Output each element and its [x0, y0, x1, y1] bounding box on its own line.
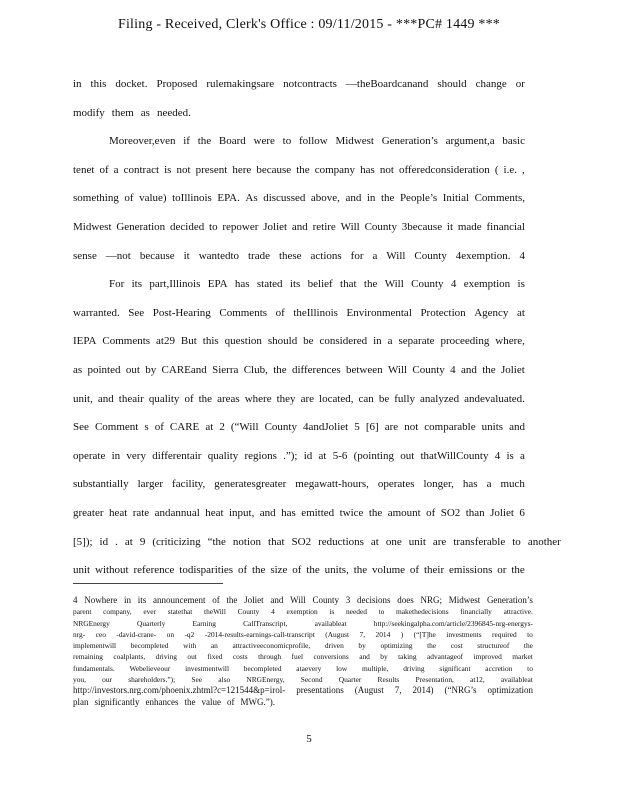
page-number: 5: [306, 733, 312, 745]
body-text-line: [5]); id . at 9 (criticizing “the notion that SO2 reductions at one unit are transferable to another: [73, 535, 561, 548]
footnote-line: 4 Nowhere in its announcement of the Joliet and Will County 3 decisions does NRG; Midwest Generation’s: [73, 595, 533, 605]
footnote-line: http://investors.nrg.com/phoenix.zhtml?c=121544&p=irol- presentations (August 7, 2014) (“NRG’s optimization: [73, 685, 533, 696]
body-text-line: operate in very differentair quality regions .”); id at 5-6 (pointing out thatWillCounty 4 is a: [73, 449, 525, 462]
footnote-line: plan significantly enhances the value of MWG.”).: [73, 696, 275, 707]
footnote-rule: [73, 583, 223, 584]
body-text-line: greater heat rate andannual heat input, and has emitted twice the amount of SO2 than Joliet 6: [73, 506, 525, 519]
body-text-line: Midwest Generation decided to repower Joliet and retire Will County 3because it made financial: [73, 220, 525, 233]
footnote: [73, 595, 533, 708]
footnote-line: nrg- ceo -david-crane- on -q2 -2014-results-earnings-call-transcript (August 7, 2014 ) (“[T]he investments required to: [73, 629, 533, 639]
body-text-line: IEPA Comments at29 But this question should be considered in a separate proceeding where,: [73, 335, 525, 348]
footnote-line: parent company, ever statethat theWill County 4 exemption is needed to makethedecisions financially attractive.: [73, 607, 533, 617]
footnote-line: remaining coalplants, driving out fixed costs through fuel conversions and by taking advantageof improved market: [73, 652, 533, 662]
body-text-line: For its part,Illinois EPA has stated its belief that the Will County 4 exemption is: [109, 278, 525, 291]
body-text-line: substantially larger facility, generatesgreater megawatt-hours, operates longer, has a much: [73, 478, 525, 491]
body-text-line: warranted. See Post-Hearing Comments of theIllinois Environmental Protection Agency at: [73, 306, 525, 319]
body-text-line: Moreover,even if the Board were to follow Midwest Generation’s argument,a basic: [109, 135, 525, 148]
filing-header: Filing - Received, Clerk's Office : 09/11/2015 - ***PC# 1449 ***: [117, 17, 500, 32]
body-text-line: unit, and theair quality of the areas where they are located, can be fully analyzed andevaluated.: [73, 392, 525, 405]
footnote-line: fundamentals. Webelieveour investmentwill becompleted ataevery low multiple, driving significant accretion to: [73, 663, 533, 673]
body-text-line: as pointed out by CAREand Sierra Club, the differences between Will County 4 and the Joliet: [73, 363, 525, 376]
body-text-line: something of value) toIllinois EPA. As discussed above, and in the People’s Initial Comments,: [73, 192, 525, 205]
body-text-line: sense —not because it wantedto trade these actions for a Will County 4exemption. 4: [73, 249, 525, 262]
body-text-line: See Comment s of CARE at 2 (“Will County 4andJoliet 5 [6] are not comparable units and: [73, 421, 525, 434]
body-text-line: unit without reference todisparities of the size of the units, the volume of their emissions or the: [73, 564, 525, 577]
footnote-line: NRGEnergy Quarterly Earning CallTranscript, availableat http://seekingalpha.com/article/2396845-nrg-energys-: [73, 618, 533, 628]
body-text: [73, 70, 561, 585]
footnote-line: you, our shareholders.”); See also NRGEnergy, Second Quarter Results Presentation, at12, availableat: [73, 675, 533, 685]
body-text-line: modify them as needed.: [73, 106, 191, 119]
body-text-line: tenet of a contract is not present here because the company has not offeredconsideration ( i.e. ,: [73, 163, 525, 176]
body-text-line: in this docket. Proposed rulemakingsare notcontracts —theBoardcanand should change or: [73, 78, 525, 90]
footnote-line: implementwill becompleted with an attractiveeconomicprofile, driven by optimizing the cost structureof the: [73, 641, 533, 651]
